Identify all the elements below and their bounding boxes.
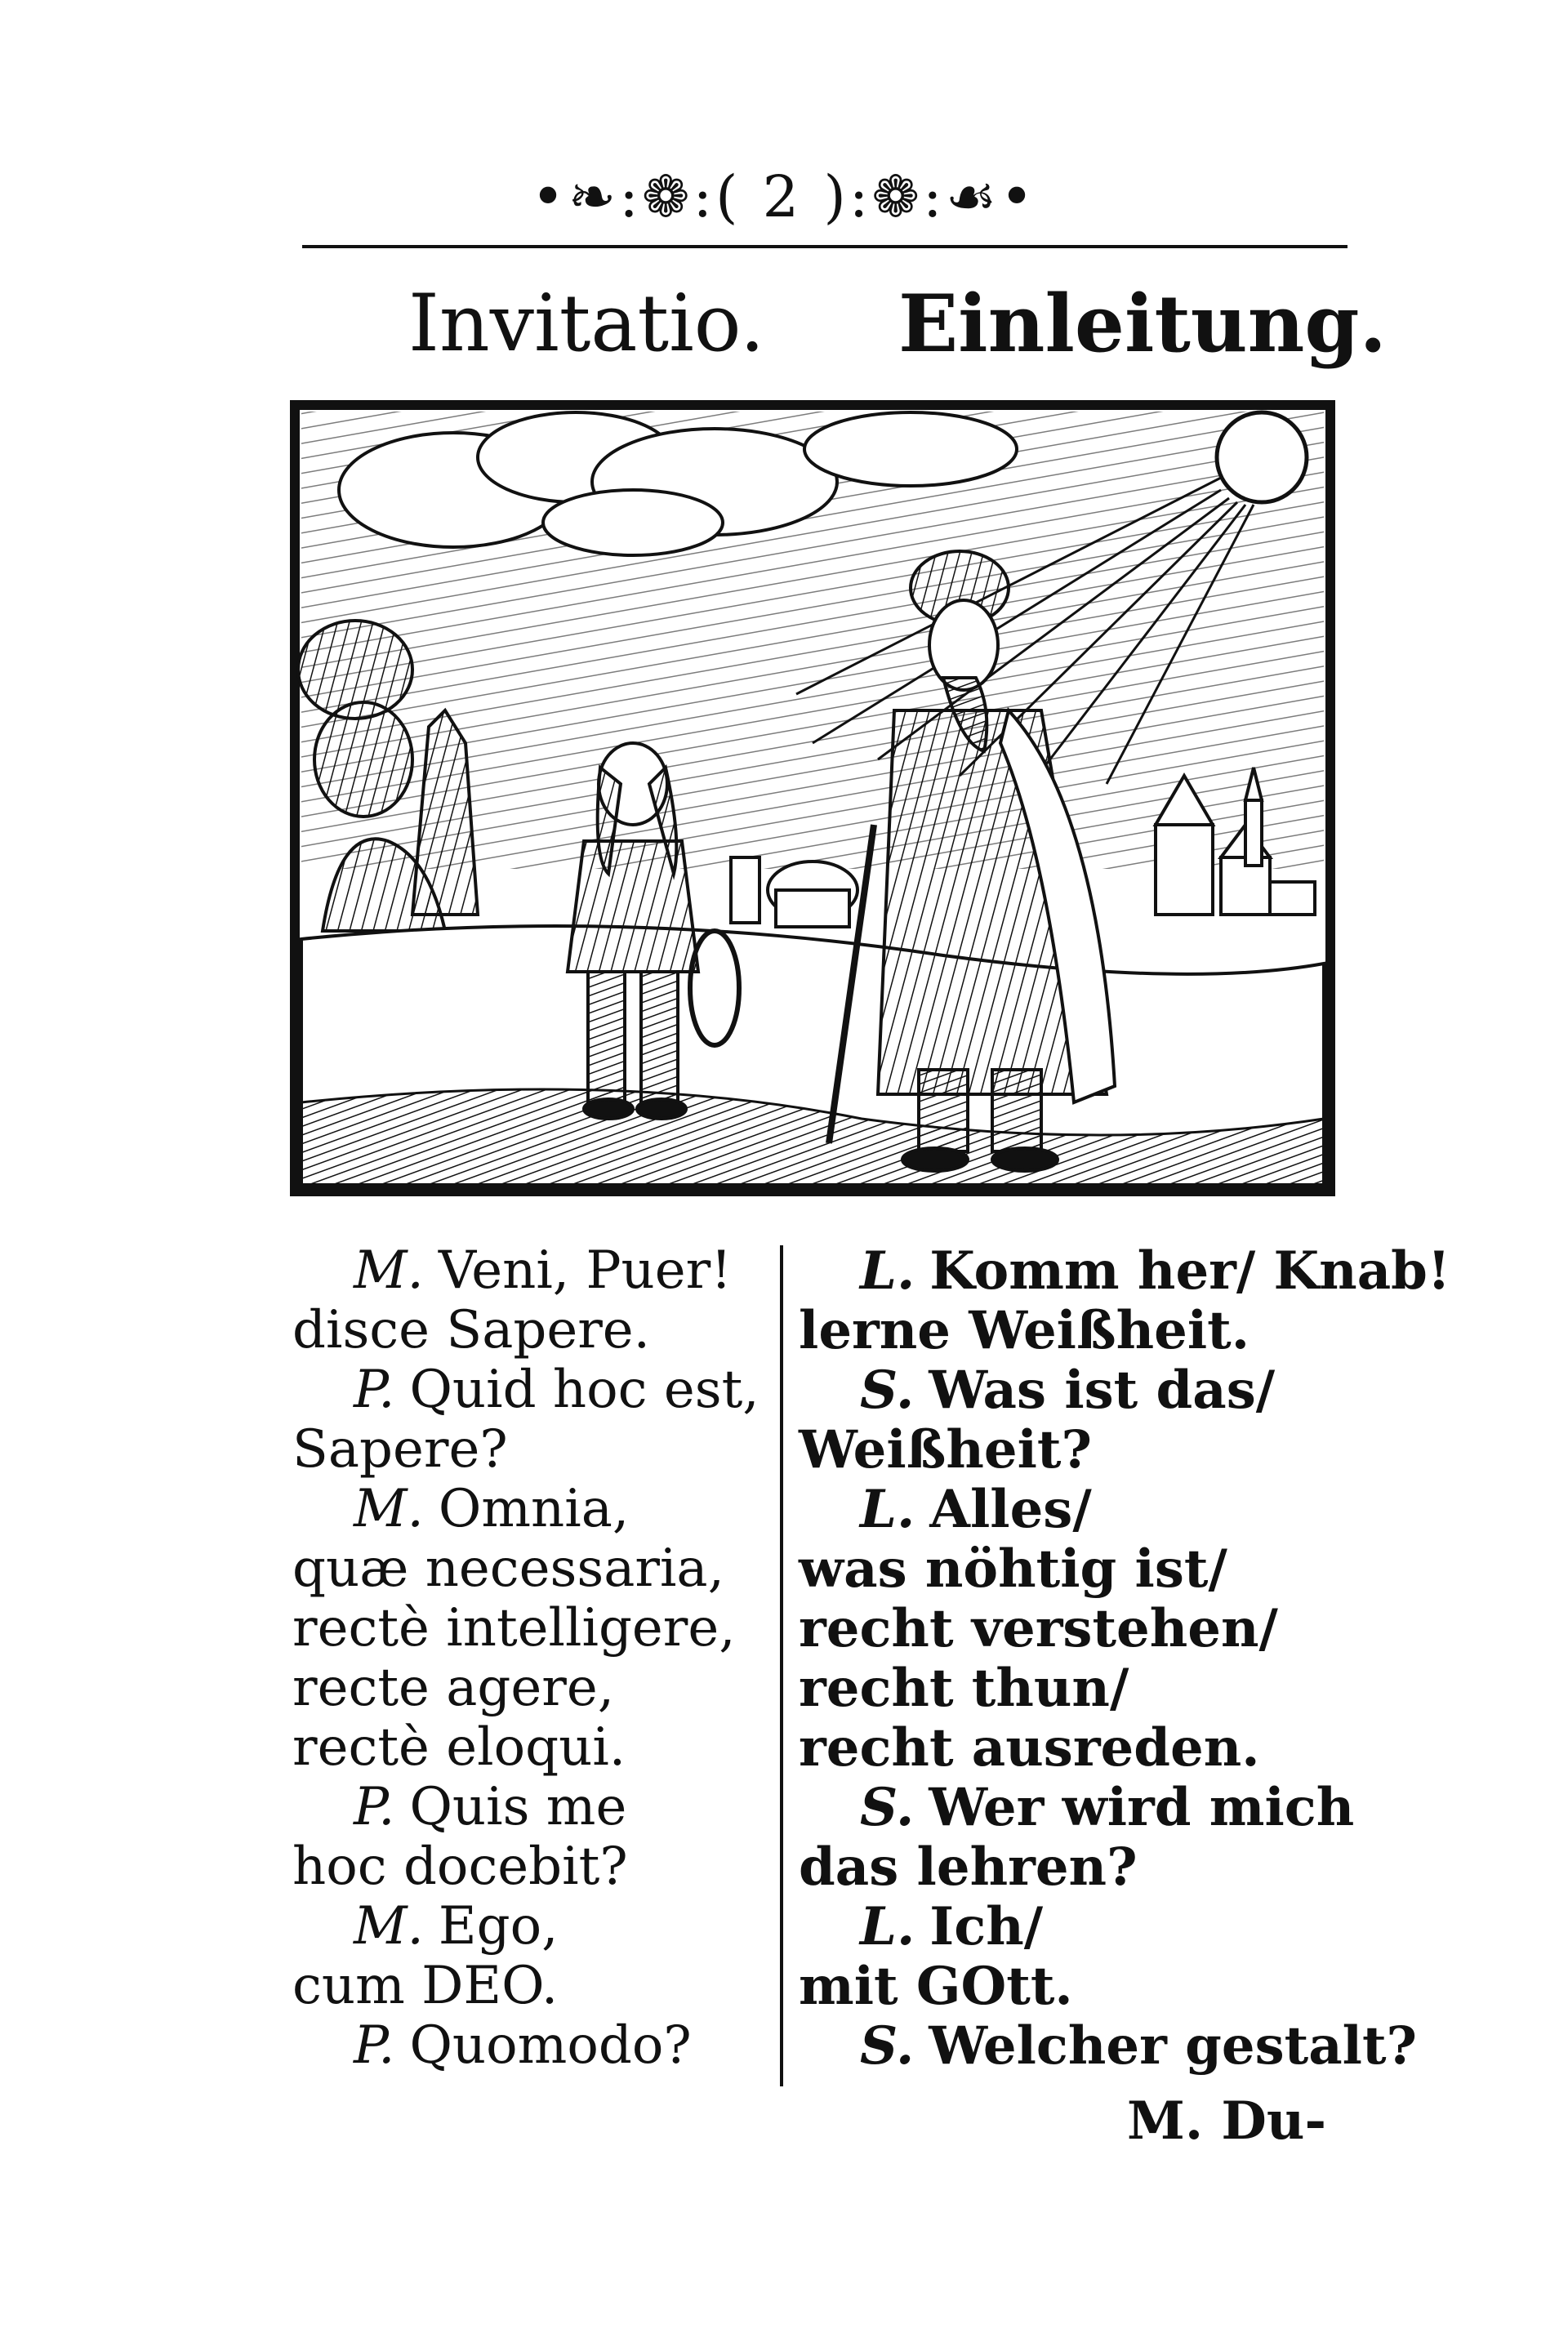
speaker-label: P.: [354, 1777, 395, 1837]
text-line: [799, 1599, 1281, 1658]
line-text: rectè eloqui.: [292, 1717, 626, 1778]
german-title: Einleitung.: [898, 278, 1387, 370]
speaker-label: M.: [354, 1479, 424, 1539]
line-text: cum DEO.: [292, 1956, 559, 2016]
text-line: [799, 1777, 1355, 1838]
speaker-label: P.: [354, 2015, 395, 2076]
line-text: rectè intelligere,: [292, 1598, 736, 1658]
text-line: [799, 1957, 1281, 2016]
line-text: Quomodo?: [409, 2015, 692, 2076]
line-text: Was ist das/: [929, 1360, 1276, 1421]
catchword: M. Du-: [1127, 2090, 1326, 2152]
text-line: [799, 2015, 1418, 2077]
text-line: [799, 1718, 1281, 1778]
text-line: [799, 1360, 1281, 1420]
line-text: das lehren?: [799, 1837, 1138, 1898]
speaker-label: L.: [860, 1479, 915, 1540]
header-rule: [302, 245, 1348, 248]
speaker-label: M.: [354, 1240, 424, 1301]
text-line: [292, 1301, 774, 1360]
speaker-label: L.: [860, 1896, 915, 1957]
line-text: lerne Weißheit.: [799, 1300, 1250, 1361]
text-line: [292, 1957, 774, 2016]
line-text: recht ausreden.: [799, 1717, 1260, 1779]
line-text: hoc docebit?: [292, 1837, 628, 1897]
line-text: Wer wird mich: [929, 1777, 1355, 1838]
speaker-label: S.: [860, 1777, 915, 1838]
text-line: [292, 1658, 774, 1718]
line-text: Alles/: [929, 1479, 1092, 1540]
text-line: [799, 1480, 1281, 1539]
line-text: Ich/: [929, 1896, 1044, 1957]
text-line: [799, 1301, 1281, 1360]
line-text: Welcher gestalt?: [929, 2015, 1418, 2077]
line-text: recht thun/: [799, 1658, 1129, 1719]
text-line: [292, 1539, 774, 1599]
line-text: Veni, Puer!: [438, 1240, 732, 1301]
line-text: was nöhtig ist/: [799, 1538, 1227, 1600]
latin-title: Invitatio.: [408, 278, 765, 369]
speaker-label: L.: [860, 1240, 915, 1302]
line-text: Quis me: [409, 1777, 627, 1837]
line-text: disce Sapere.: [292, 1300, 650, 1360]
line-text: Sapere?: [292, 1419, 508, 1480]
text-line: [292, 1420, 774, 1480]
text-line: [799, 1658, 1281, 1718]
line-text: Ego,: [438, 1896, 559, 1957]
speaker-label: S.: [860, 1360, 915, 1421]
text-line: [292, 1837, 774, 1897]
text-line: [292, 1480, 774, 1539]
line-text: recte agere,: [292, 1658, 615, 1718]
text-line: [799, 1837, 1281, 1897]
text-line: [799, 1240, 1450, 1302]
column-divider: [780, 1245, 783, 2086]
german-column: [799, 1240, 1450, 2077]
line-text: Komm her/ Knab!: [929, 1240, 1450, 1302]
text-line: [799, 1539, 1281, 1599]
speaker-label: M.: [354, 1896, 424, 1957]
woodcut-master-and-boy-icon: [290, 400, 1335, 1196]
latin-column: [292, 1241, 774, 2076]
line-text: quæ necessaria,: [292, 1538, 724, 1599]
speaker-label: P.: [354, 1360, 395, 1420]
text-line: [292, 1241, 774, 1301]
line-text: Omnia,: [438, 1479, 630, 1539]
text-line: [799, 1897, 1281, 1957]
text-line: [292, 1360, 774, 1420]
text-line: [292, 1718, 774, 1778]
line-text: mit GOtt.: [799, 1956, 1073, 2017]
line-text: Quid hoc est,: [409, 1360, 760, 1420]
page-number-header: •❧:❁:( 2 ):❁:☙•: [531, 163, 1037, 230]
text-line: [292, 1778, 774, 1837]
speaker-label: S.: [860, 2015, 915, 2077]
text-line: [292, 1599, 774, 1658]
text-line: [292, 2016, 774, 2076]
text-line: [799, 1420, 1281, 1480]
text-line: [292, 1897, 774, 1957]
line-text: Weißheit?: [799, 1419, 1092, 1480]
line-text: recht verstehen/: [799, 1598, 1278, 1659]
